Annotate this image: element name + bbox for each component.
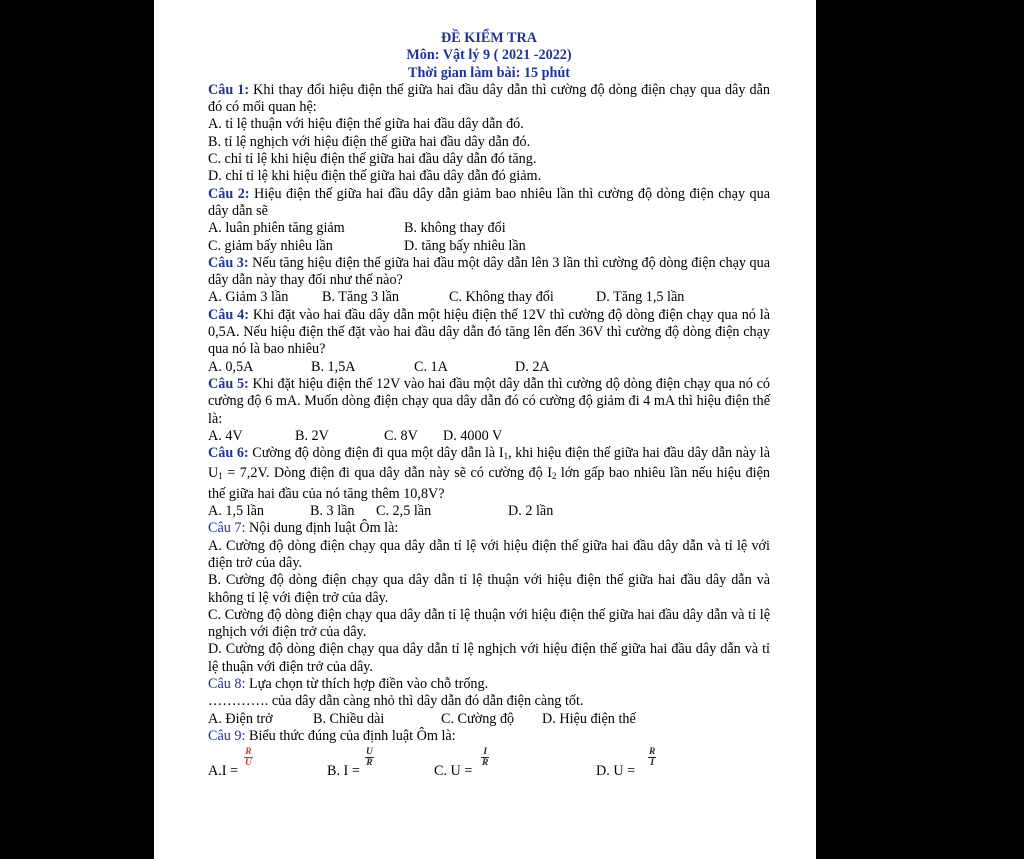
question-text: Lựa chọn từ thích hợp điền vào chỗ trống. <box>245 675 489 692</box>
option-a: A. luân phiên tăng giảm <box>208 220 345 237</box>
option-b-prefix: B. I = <box>327 763 360 780</box>
option-b: B. 1,5A <box>311 358 356 375</box>
question-label: Câu 8: <box>208 675 246 692</box>
option-c-fraction <box>481 747 489 768</box>
question-text: Cường độ dòng điện đi qua một dây dẫn là I <box>248 445 504 462</box>
option-d-fraction <box>648 747 656 768</box>
option-a: A. Điện trở <box>208 710 273 727</box>
question-text: Khi đặt hiệu điện thế 12V vào hai đầu một dây dẫn thì cường dộ dòng điện chạy qua nó có cường độ 6 mA. Muốn dòng điện chạy qua dây dẫn đó có cường độ giảm đi 4 mA thì hiệu điện thế là: <box>208 375 770 427</box>
option-a: A. Cường độ dòng điện chạy qua dây dẫn tỉ lệ với hiệu điện thế giữa hai đầu dây dẫn và tỉ lệ với điện trở của dây. <box>208 537 770 571</box>
options-row <box>208 711 770 728</box>
option-c: C. Không thay đổi <box>449 289 554 306</box>
option-d: D. 2 lần <box>508 503 554 520</box>
options-row <box>208 503 770 520</box>
option-a: A. 4V <box>208 427 243 444</box>
options-row <box>208 289 770 306</box>
option-d: D. tăng bấy nhiêu lần <box>404 237 526 254</box>
question-5 <box>208 376 770 428</box>
question-text: Nếu tăng hiệu điện thế giữa hai đầu một dây dẫn lên 3 lần thì cường độ dòng điện chạy qua dây dẫn này thay đổi như thế nào? <box>208 254 770 289</box>
option-b: B. 2V <box>295 427 329 444</box>
option-a: A. 1,5 lần <box>208 503 264 520</box>
option-a-fraction <box>244 747 253 768</box>
options-row <box>208 220 770 237</box>
option-c: C. chỉ tỉ lệ khi hiệu điện thế giữa hai đầu dây dẫn đó tăng. <box>208 151 537 168</box>
question-6 <box>208 445 770 503</box>
question-label: Câu 9: <box>208 727 246 744</box>
option-a: A. 0,5A <box>208 358 254 375</box>
option-b: B. 3 lần <box>310 503 355 520</box>
fraction-numerator: U <box>366 747 373 758</box>
question-label: Câu 4: <box>208 306 249 323</box>
fraction-denominator: I <box>650 758 655 769</box>
question-label: Câu 7: <box>208 520 246 537</box>
option-b: B. Chiều dài <box>313 710 385 727</box>
option-c: C. 1A <box>414 358 448 375</box>
question-text: Hiệu điện thế giữa hai đầu dây dẫn giảm bao nhiêu lần thì cường độ dòng điện chạy qua dây dẫn sẽ <box>208 185 770 219</box>
option-b: B. Cường độ dòng điện chạy qua dây dẫn tỉ lệ thuận với hiệu điện thế giữa hai đầu dây dẫn và không tỉ lệ với điện trở của dây. <box>208 572 770 606</box>
option-c: C. 8V <box>384 427 418 444</box>
option-d: D. chỉ tỉ lệ khi hiệu điện thế giữa hai đầu dây dẫn đó giảm. <box>208 168 542 185</box>
option-a-prefix: A.I = <box>208 763 239 780</box>
question-text: Nội dung định luật Ôm là: <box>245 520 399 537</box>
fraction-numerator: R <box>649 747 656 758</box>
exam-subject: Môn: Vật lý 9 ( 2021 -2022) <box>406 47 572 64</box>
question-4 <box>208 307 770 359</box>
question-label: Câu 1: <box>208 81 250 98</box>
fraction-numerator: I <box>481 747 489 758</box>
subscript: 1 <box>503 451 509 462</box>
subscript: 2 <box>551 471 557 482</box>
options-row <box>208 359 770 376</box>
option-b-fraction <box>365 747 374 768</box>
question-text: Khi thay đổi hiệu điện thế giữa hai đầu dây dẫn thì cường độ dòng điện chạy qua dây dẫn đó có mối quan hệ: <box>208 81 770 116</box>
question-label: Câu 2: <box>208 185 250 202</box>
fraction-denominator: R <box>482 758 489 769</box>
option-d: D. 4000 V <box>443 427 503 444</box>
exam-title: ĐỀ KIỂM TRA <box>441 30 537 46</box>
question-text: , khi hiệu điện thế giữa hai đầu dây dẫn này là U <box>208 445 770 482</box>
exam-time: Thời gian làm bài: 15 phút <box>408 64 570 81</box>
fraction-denominator: U <box>245 758 252 769</box>
formula-options-row <box>208 747 770 791</box>
fraction-denominator: R <box>366 758 373 769</box>
question-text: = 7,2V. Dòng điện đi qua dây dẫn này sẽ có cường độ I <box>222 465 552 482</box>
option-c: C. 2,5 lần <box>376 503 432 520</box>
option-a: A. tỉ lệ thuận với hiệu điện thế giữa hai đầu dây dẫn đó. <box>208 116 524 133</box>
question-2 <box>208 186 770 221</box>
option-b: B. tỉ lệ nghịch với hiệu điện thế giữa hai đầu dây dẫn đó. <box>208 133 531 150</box>
option-c-prefix: C. U = <box>434 763 473 780</box>
option-c: C. giảm bấy nhiêu lần <box>208 237 333 254</box>
options-row <box>208 428 770 445</box>
option-d-prefix: D. U = <box>596 763 636 780</box>
option-a: A. Giảm 3 lần <box>208 289 289 306</box>
question-text: Biểu thức đúng của định luật Ôm là: <box>245 727 456 744</box>
option-d: D. 2A <box>515 358 550 375</box>
option-b: B. không thay đổi <box>404 220 506 237</box>
question-9 <box>208 728 770 745</box>
question-text: Khi đặt vào hai đầu dây dẫn một hiệu điện thế 12V thì cường độ dòng điện chạy qua nó là 0,5A. Nếu hiệu điện thế đặt vào hai đầu dây dẫn đó tăng lên đến 36V thì cường độ dòng điện chạy qua nó là bao nhiêu? <box>208 306 770 358</box>
option-d: D. Hiệu điện thế <box>542 710 636 727</box>
question-3 <box>208 255 770 290</box>
option-d: D. Cường độ dòng điện chạy qua dây dẫn tỉ lệ nghịch với hiệu điện thế giữa hai đầu dây dẫn và tỉ lệ thuận với điện trở của dây. <box>208 641 770 675</box>
question-label: Câu 5: <box>208 375 249 392</box>
subscript: 1 <box>218 471 223 482</box>
option-d: D. Tăng 1,5 lần <box>596 289 685 306</box>
question-label: Câu 6: <box>208 445 249 462</box>
exam-page <box>154 0 816 859</box>
question-1 <box>208 82 770 117</box>
question-text: lớn gấp bao nhiêu lần nếu hiệu điện thế giữa hai đầu của nó tăng thêm 10,8V? <box>208 465 770 502</box>
exam-document <box>208 30 770 791</box>
option-c: C. Cường độ dòng điện chạy qua dây dẫn tỉ lệ thuận với hiệu điện thế giữa hai đầu dây dẫn và tỉ lệ nghịch với điện trở của dây. <box>208 606 770 641</box>
option-b: B. Tăng 3 lần <box>322 289 399 306</box>
option-c: C. Cường độ <box>441 710 515 727</box>
fraction-numerator: R <box>245 747 252 758</box>
question-7 <box>208 520 770 537</box>
fill-blank-line: …………. của dây dẫn càng nhỏ thì dây dẫn đó dẫn điện càng tốt. <box>208 693 584 710</box>
question-label: Câu 3: <box>208 254 249 271</box>
options-row <box>208 238 770 255</box>
question-8 <box>208 676 770 693</box>
